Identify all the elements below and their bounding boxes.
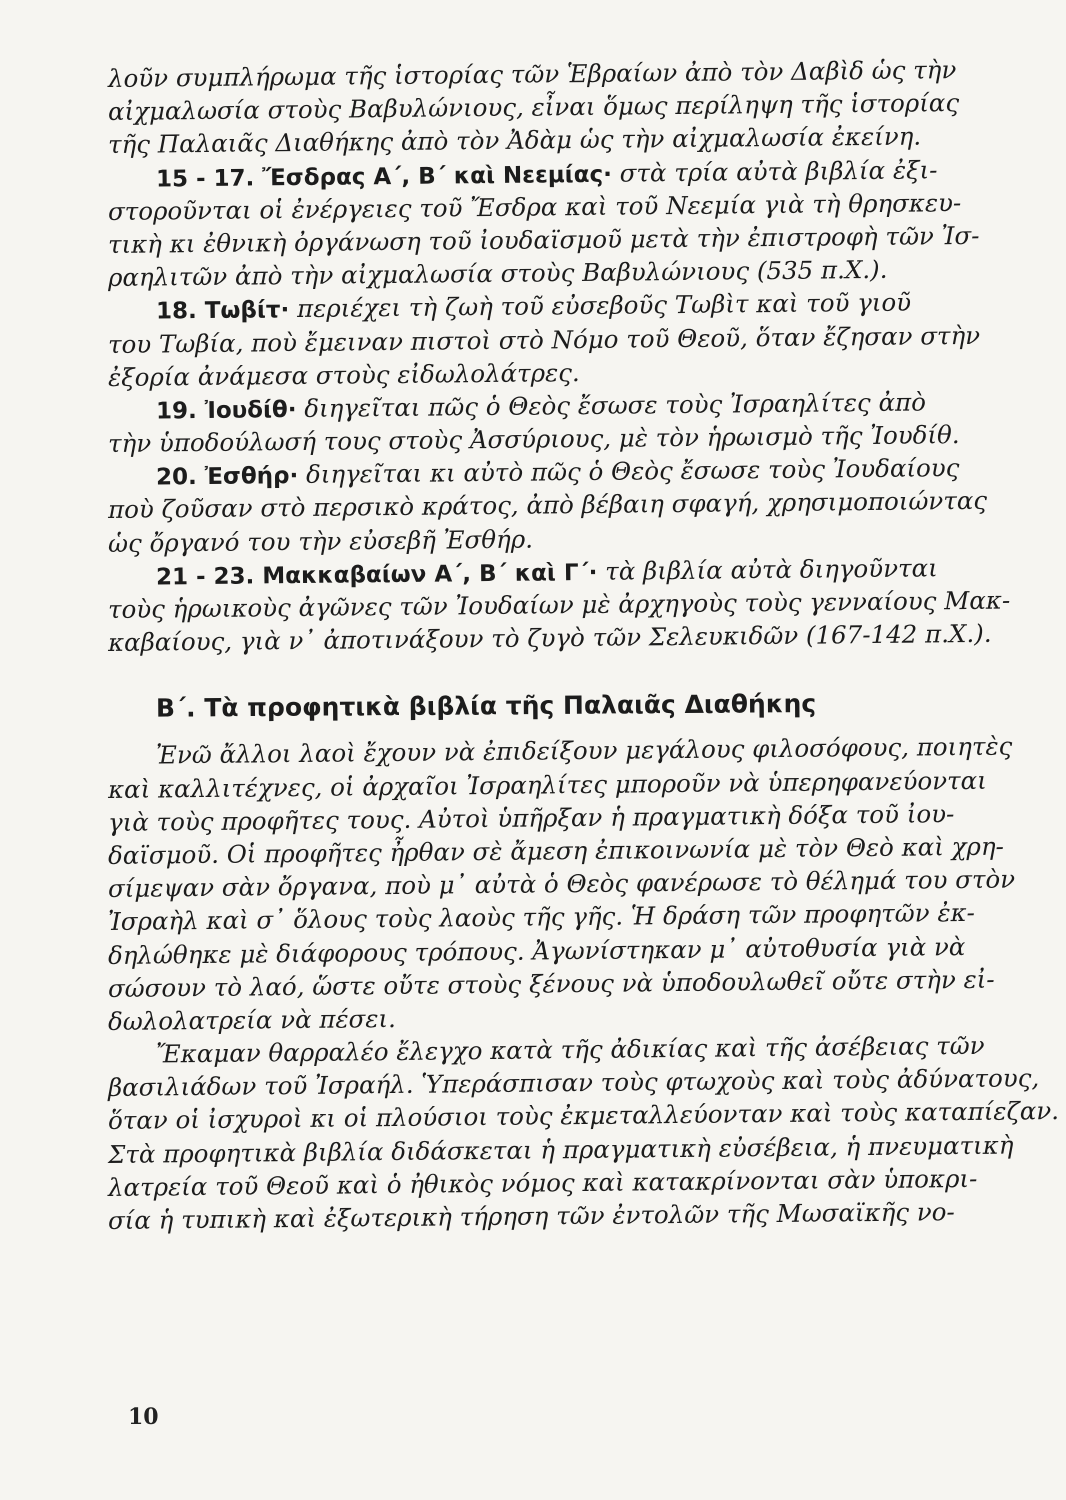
page-body: [107, 55, 1060, 1237]
text-line: τικὴ κι ἐθνικὴ ὀργάνωση τοῦ ἰουδαϊσμοῦ μετὰ τὴν ἐπιστροφὴ τῶν Ἰσ-: [107, 220, 980, 259]
text-line: τὴν ὑποδούλωσή τους στοὺς Ἀσσύριους, μὲ τὸν ἡρωισμὸ τῆς Ἰουδίθ.: [107, 420, 960, 459]
text-line: ραηλιτῶν ἀπὸ τὴν αἰχμαλωσία στοὺς Βαβυλώνιους (535 π.Χ.).: [107, 254, 888, 293]
text-line: Στὰ προφητικὰ βιβλία διδάσκεται ἡ πραγματικὴ εὐσέβεια, ἡ πνευματικὴ: [107, 1130, 1014, 1169]
text-line: σία ἡ τυπικὴ καὶ ἐξωτερικὴ τήρηση τῶν ἐντολῶν τῆς Μωσαϊκῆς νο-: [107, 1197, 955, 1235]
text-line: Ἔκαμαν θαρραλέο ἔλεγχο κατὰ τῆς ἀδικίας καὶ τῆς ἀσέβειας τῶν: [155, 1030, 985, 1069]
text-line: ὡς ὄργανό του τὴν εὐσεβῆ Ἐσθήρ.: [107, 524, 534, 558]
text-line: ἐξορία ἀνάμεσα στοὺς εἰδωλολάτρες.: [107, 357, 580, 392]
intro-paragraph: [107, 55, 988, 162]
text-line: τοὺς ἡρωικοὺς ἀγῶνες τῶν Ἰουδαίων μὲ ἀρχηγοὺς τοὺς γενναίους Μακ-: [107, 585, 1011, 624]
text-line: δηλώθηκε μὲ διάφορους τρόπους. Ἀγωνίστηκαν μ᾿ αὐτοθυσία γιὰ νὰ: [107, 931, 966, 970]
item-15-17: [107, 154, 988, 295]
item-19: [107, 387, 988, 460]
text-line: του Τωβία, ποὺ ἔμειναν πιστοὶ στὸ Νόμο τοῦ Θεοῦ, ὅταν ἔζησαν στὴν: [107, 320, 981, 359]
item-heading: 21 - 23. Μακκαβαίων Α΄, Β΄ καὶ Γ΄·: [155, 559, 598, 591]
item-heading: 15 - 17. Ἔσδρας Α΄, Β΄ καὶ Νεεμίας·: [155, 161, 613, 193]
text-line: βασιλιάδων τοῦ Ἰσραήλ. Ὑπεράσπισαν τοὺς φτωχοὺς καὶ τοὺς ἀδύνατους,: [107, 1063, 1040, 1103]
text-line: διηγεῖται πῶς ὁ Θεὸς ἔσωσε τοὺς Ἰσραηλίτες ἀπὸ: [296, 387, 927, 423]
item-20: [107, 453, 988, 560]
text-line: αἰχμαλωσία στοὺς Βαβυλώνιους, εἶναι ὅμως περίληψη τῆς ἱστορίας: [107, 88, 960, 127]
section-paragraph-2: [107, 1030, 1060, 1237]
text-line: δαϊσμοῦ. Οἱ προφῆτες ἦρθαν σὲ ἄμεση ἐπικοινωνία μὲ τὸν Θεὸ καὶ χρη-: [107, 831, 1004, 870]
text-line: στοροῦνται οἱ ἐνέργειες τοῦ Ἔσδρα καὶ τοῦ Νεεμία γιὰ τὴ θρησκευ-: [107, 187, 962, 226]
item-heading: 20. Ἐσθήρ·: [155, 463, 299, 491]
text-line: διηγεῖται κι αὐτὸ πῶς ὁ Θεὸς ἔσωσε τοὺς Ἰουδαίους: [298, 453, 960, 490]
item-21-23: [107, 553, 1011, 660]
item-heading: 19. Ἰουδίθ·: [155, 396, 297, 425]
section-heading: Β΄. Τὰ προφητικὰ βιβλία τῆς Παλαιᾶς Διαθήκης: [155, 689, 817, 724]
text-line: καὶ καλλιτέχνες, οἱ ἀρχαῖοι Ἰσραηλίτες μποροῦν νὰ ὑπερηφανεύονται: [107, 765, 987, 804]
text-line: δωλολατρεία νὰ πέσει.: [107, 1003, 397, 1036]
text-line: περιέχει τὴ ζωὴ τοῦ εὐσεβοῦς Τωβὶτ καὶ τοῦ γιοῦ: [289, 287, 912, 324]
text-line: Ἐνῶ ἄλλοι λαοὶ ἔχουν νὰ ἐπιδείξουν μεγάλους φιλοσόφους, ποιητὲς: [155, 731, 1013, 770]
text-line: τῆς Παλαιᾶς Διαθήκης ἀπὸ τὸν Ἀδὰμ ὡς τὴν αἰχμαλωσία ἐκείνη.: [107, 121, 922, 160]
text-line: σώσουν τὸ λαό, ὥστε οὔτε στοὺς ξένους νὰ ὑποδουλωθεῖ οὔτε στὴν εἰ-: [107, 964, 995, 1003]
item-18: [107, 287, 988, 394]
text-line: στὰ τρία αὐτὰ βιβλία ἐξι-: [611, 154, 938, 188]
page-number: 10: [128, 1404, 159, 1430]
item-heading: 18. Τωβίτ·: [155, 297, 290, 325]
text-line: καβαίους, γιὰ ν᾿ ἀποτινάξουν τὸ ζυγὸ τῶν Σελευκιδῶν (167-142 π.Χ.).: [107, 618, 992, 658]
text-line: λοῦν συμπλήρωμα τῆς ἱστορίας τῶν Ἑβραίων ἀπὸ τὸν Δαβὶδ ὡς τὴν: [107, 55, 957, 93]
text-line: ὅταν οἱ ἰσχυροὶ κι οἱ πλούσιοι τοὺς ἐκμεταλλεύονταν καὶ τοὺς καταπίεζαν.: [107, 1096, 1060, 1136]
text-line: τὰ βιβλία αὐτὰ διηγοῦνται: [597, 553, 938, 586]
text-line: σίμεψαν σὰν ὄργανα, ποὺ μ᾿ αὐτὰ ὁ Θεὸς φανέρωσε τὸ θέλημά του στὸν: [107, 864, 1016, 904]
section-paragraph-1: [107, 731, 1016, 1038]
text-line: γιὰ τοὺς προφῆτες τους. Αὐτοὶ ὑπῆρξαν ἡ πραγματικὴ δόξα τοῦ ἰου-: [107, 798, 955, 837]
text-line: Ἰσραὴλ καὶ σ᾿ ὅλους τοὺς λαοὺς τῆς γῆς. Ἡ δράση τῶν προφητῶν ἐκ-: [107, 898, 976, 937]
text-line: λατρεία τοῦ Θεοῦ καὶ ὁ ἠθικὸς νόμος καὶ κατακρίνονται σὰν ὑποκρι-: [107, 1163, 978, 1202]
text-line: ποὺ ζοῦσαν στὸ περσικὸ κράτος, ἀπὸ βέβαιη σφαγή, χρησιμοποιώντας: [107, 486, 988, 525]
